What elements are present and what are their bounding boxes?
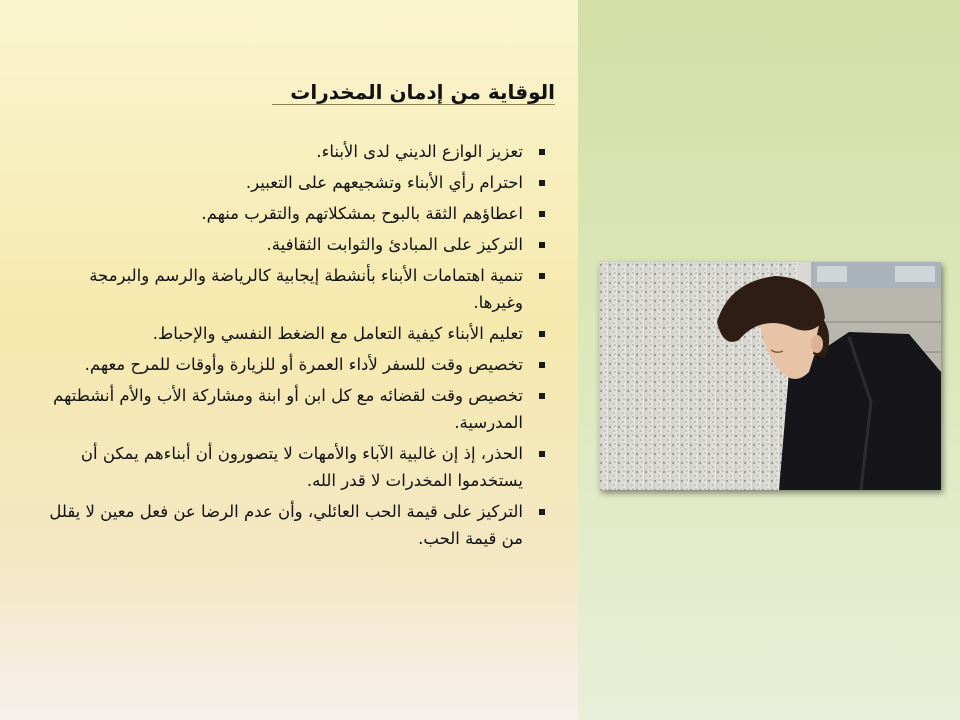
list-item — [40, 498, 545, 552]
slide-title: الوقاية من إدمان المخدرات — [290, 80, 555, 104]
title-underline — [272, 104, 555, 105]
list-item — [40, 382, 545, 436]
square-bullet-icon — [539, 362, 545, 368]
list-item-text: تخصيص وقت للسفر لأداء العمرة أو للزيارة وأوقات للمرح معهم. — [84, 355, 523, 374]
square-bullet-icon — [539, 149, 545, 155]
square-bullet-icon — [539, 273, 545, 279]
list-item — [40, 262, 545, 316]
square-bullet-icon — [539, 242, 545, 248]
list-item — [40, 351, 545, 378]
list-item — [40, 138, 545, 165]
list-item — [40, 231, 545, 258]
square-bullet-icon — [539, 451, 545, 457]
list-item — [40, 440, 545, 494]
list-item-text: الحذر، إذ إن غالبية الآباء والأمهات لا يتصورون أن أبناءهم يمكن أن يستخدموا المخدرات لا قدر الله. — [80, 444, 523, 490]
teenager-photo — [599, 262, 941, 490]
list-item — [40, 320, 545, 347]
list-item-text: اعطاؤهم الثقة بالبوح بمشكلاتهم والتقرب منهم. — [201, 204, 523, 223]
list-item-text: تنمية اهتمامات الأبناء بأنشطة إيجابية كالرياضة والرسم والبرمجة وغيرها. — [89, 266, 523, 312]
list-item — [40, 169, 545, 196]
list-item-text: تخصيص وقت لقضائه مع كل ابن أو ابنة ومشاركة الأب والأم أنشطتهم المدرسية. — [53, 386, 523, 432]
list-item — [40, 200, 545, 227]
bullet-list — [40, 138, 545, 556]
list-item-text: تعليم الأبناء كيفية التعامل مع الضغط النفسي والإحباط. — [152, 324, 523, 343]
square-bullet-icon — [539, 331, 545, 337]
list-item-text: احترام رأي الأبناء وتشجيعهم على التعبير. — [245, 173, 523, 192]
list-item-text: تعزيز الوازع الديني لدى الأبناء. — [316, 142, 523, 161]
square-bullet-icon — [539, 211, 545, 217]
list-item-text: التركيز على قيمة الحب العائلي، وأن عدم الرضا عن فعل معين لا يقلل من قيمة الحب. — [49, 502, 523, 548]
square-bullet-icon — [539, 509, 545, 515]
list-item-text: التركيز على المبادئ والثوابت الثقافية. — [266, 235, 523, 254]
square-bullet-icon — [539, 180, 545, 186]
square-bullet-icon — [539, 393, 545, 399]
